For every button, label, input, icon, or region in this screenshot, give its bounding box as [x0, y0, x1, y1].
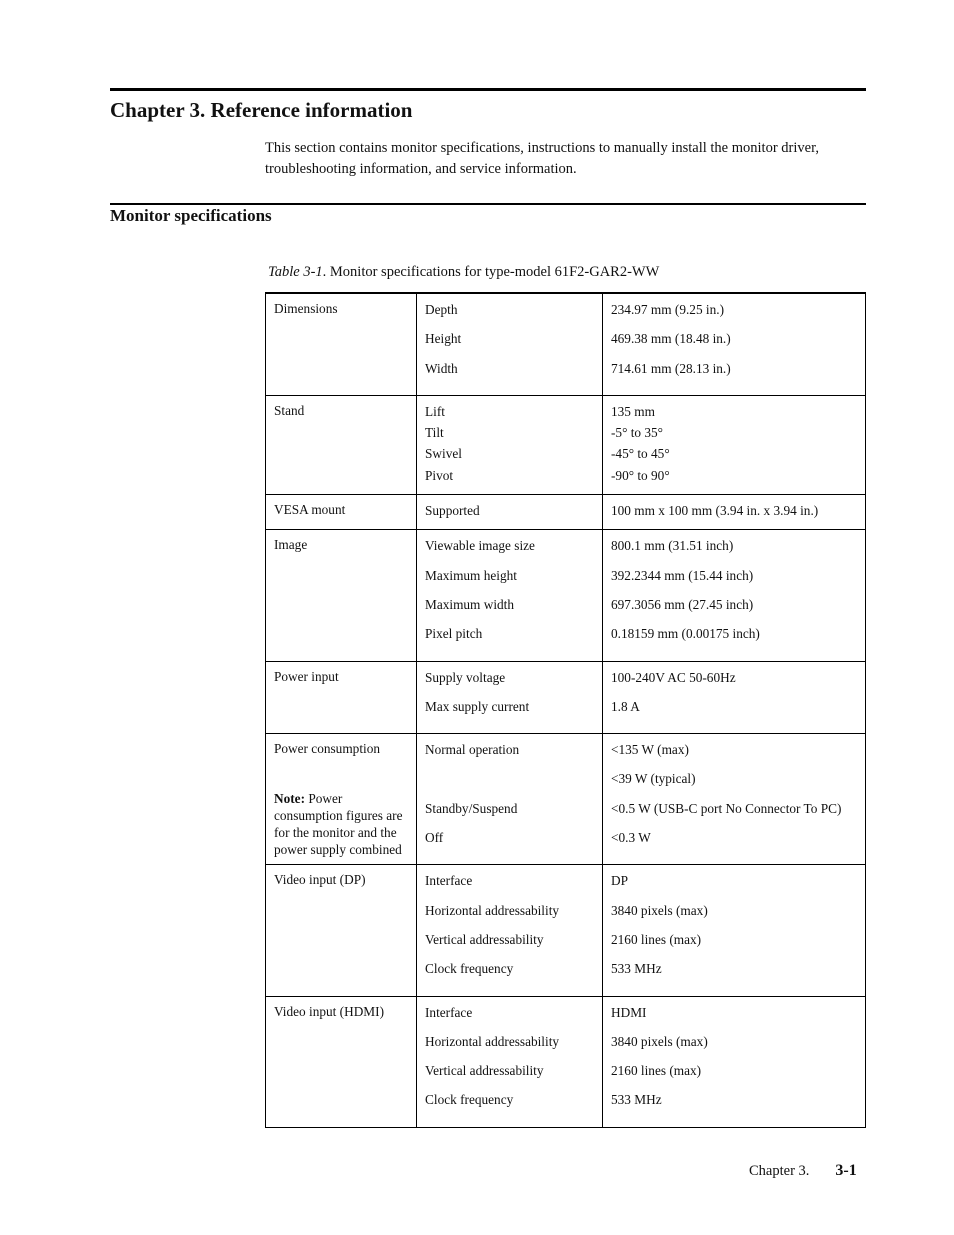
value-label: 800.1 mm (31.51 inch) [611, 538, 734, 554]
category-cell [266, 865, 417, 996]
item-label [425, 770, 594, 799]
item-label: Maximum height [425, 567, 517, 583]
item-label: Interface [425, 1004, 473, 1020]
caption-prefix: Table 3-1 [268, 264, 323, 280]
table-row [266, 395, 866, 494]
item-label: Height [425, 331, 462, 347]
item-label: Maximum width [425, 596, 515, 612]
item-label: Width [425, 360, 458, 376]
table-row [266, 996, 866, 1127]
value-cell [603, 865, 866, 996]
category-label: Video input (HDMI) [274, 1003, 384, 1019]
value-label: 533 MHz [611, 961, 662, 977]
section-rule [110, 203, 866, 205]
footer-chapter: Chapter 3. [749, 1163, 810, 1179]
section-title: Monitor specifications [110, 206, 272, 225]
caption-text: . Monitor specifications for type-model 61F2-GAR2-WW [322, 264, 660, 280]
item-label: Normal operation [425, 742, 520, 758]
category-label: VESA mount [274, 502, 346, 518]
table-row [266, 734, 866, 865]
page-footer [749, 1162, 857, 1180]
value-label: <0.5 W (USB-C port No Connector To PC) [611, 800, 842, 816]
item-label: Swivel [425, 446, 462, 462]
category-cell [266, 530, 417, 661]
value-label: 135 mm [611, 403, 655, 419]
value-label: -45° to 45° [611, 446, 670, 462]
item-label: Viewable image size [425, 538, 535, 554]
category-cell [266, 661, 417, 734]
category-cell [266, 996, 417, 1127]
item-label: Lift [425, 403, 445, 419]
value-cell [603, 293, 866, 395]
note-text: Power consumption figures are for the monitor and the power supply combined [274, 791, 403, 858]
value-label: 2160 lines (max) [611, 1063, 702, 1079]
category-cell [266, 293, 417, 395]
item-label: Clock frequency [425, 1092, 514, 1108]
value-label: 1.8 A [611, 698, 640, 714]
category-label: Dimensions [274, 301, 338, 316]
power-note [274, 790, 408, 858]
value-label: 100 mm x 100 mm (3.94 in. x 3.94 in.) [611, 503, 819, 519]
item-cell [417, 395, 603, 494]
value-label: 234.97 mm (9.25 in.) [611, 302, 725, 317]
category-cell [266, 734, 417, 865]
value-label: 3840 pixels (max) [611, 1033, 708, 1049]
note-label: Note: [274, 791, 306, 807]
value-cell [603, 395, 866, 494]
value-cell [603, 495, 866, 530]
item-label: Standby/Suspend [425, 800, 518, 816]
chapter-title: Chapter 3. Reference information [110, 98, 413, 122]
item-cell [417, 734, 603, 865]
value-label: 0.18159 mm (0.00175 inch) [611, 626, 760, 642]
item-label: Tilt [425, 425, 444, 441]
value-label: 714.61 mm (28.13 in.) [611, 360, 731, 376]
value-label: 533 MHz [611, 1092, 662, 1108]
table-row [266, 495, 866, 530]
spec-table [265, 292, 866, 1128]
value-label: HDMI [611, 1004, 647, 1020]
value-label: -5° to 35° [611, 425, 663, 441]
category-cell [266, 395, 417, 494]
value-label: 100-240V AC 50-60Hz [611, 669, 736, 685]
value-label: 3840 pixels (max) [611, 902, 708, 918]
item-label: Clock frequency [425, 961, 514, 977]
category-label: Power input [274, 668, 339, 684]
item-label: Vertical addressability [425, 1063, 544, 1079]
value-label: <0.3 W [611, 830, 651, 846]
item-cell [417, 661, 603, 734]
item-cell [417, 293, 603, 395]
table-row [266, 293, 866, 395]
value-label: 2160 lines (max) [611, 931, 702, 947]
item-label: Supply voltage [425, 669, 506, 685]
table-row [266, 530, 866, 661]
value-label: <39 W (typical) [611, 771, 696, 787]
table-caption [268, 264, 659, 281]
item-label: Vertical addressability [425, 931, 544, 947]
category-label: Power consumption [274, 741, 380, 757]
value-label: -90° to 90° [611, 467, 670, 483]
item-label: Depth [425, 302, 458, 317]
value-label: 697.3056 mm (27.45 inch) [611, 596, 754, 612]
chapter-rule [110, 88, 866, 91]
intro-paragraph: This section contains monitor specifications, instructions to manually install the monitor driver, troubleshooting information, and service information. [265, 140, 819, 177]
table-row [266, 865, 866, 996]
item-label: Pivot [425, 467, 454, 483]
table-row [266, 661, 866, 734]
item-cell [417, 996, 603, 1127]
item-label: Interface [425, 873, 473, 889]
category-label: Image [274, 537, 308, 553]
value-label: DP [611, 873, 628, 889]
value-cell [603, 530, 866, 661]
value-label: 469.38 mm (18.48 in.) [611, 331, 731, 347]
item-label: Off [425, 830, 444, 846]
item-label: Pixel pitch [425, 626, 483, 642]
category-label: Stand [274, 402, 305, 418]
value-cell [603, 996, 866, 1127]
category-cell [266, 495, 417, 530]
item-cell [417, 865, 603, 996]
value-cell [603, 661, 866, 734]
value-label: 392.2344 mm (15.44 inch) [611, 567, 754, 583]
item-label: Horizontal addressability [425, 902, 560, 918]
item-label: Horizontal addressability [425, 1033, 560, 1049]
item-cell [417, 495, 603, 530]
value-label: <135 W (max) [611, 742, 689, 758]
item-label: Supported [425, 503, 480, 519]
page-number: 3-1 [835, 1162, 857, 1179]
item-label: Max supply current [425, 698, 530, 714]
item-cell [417, 530, 603, 661]
category-label: Video input (DP) [274, 872, 366, 888]
value-cell [603, 734, 866, 865]
